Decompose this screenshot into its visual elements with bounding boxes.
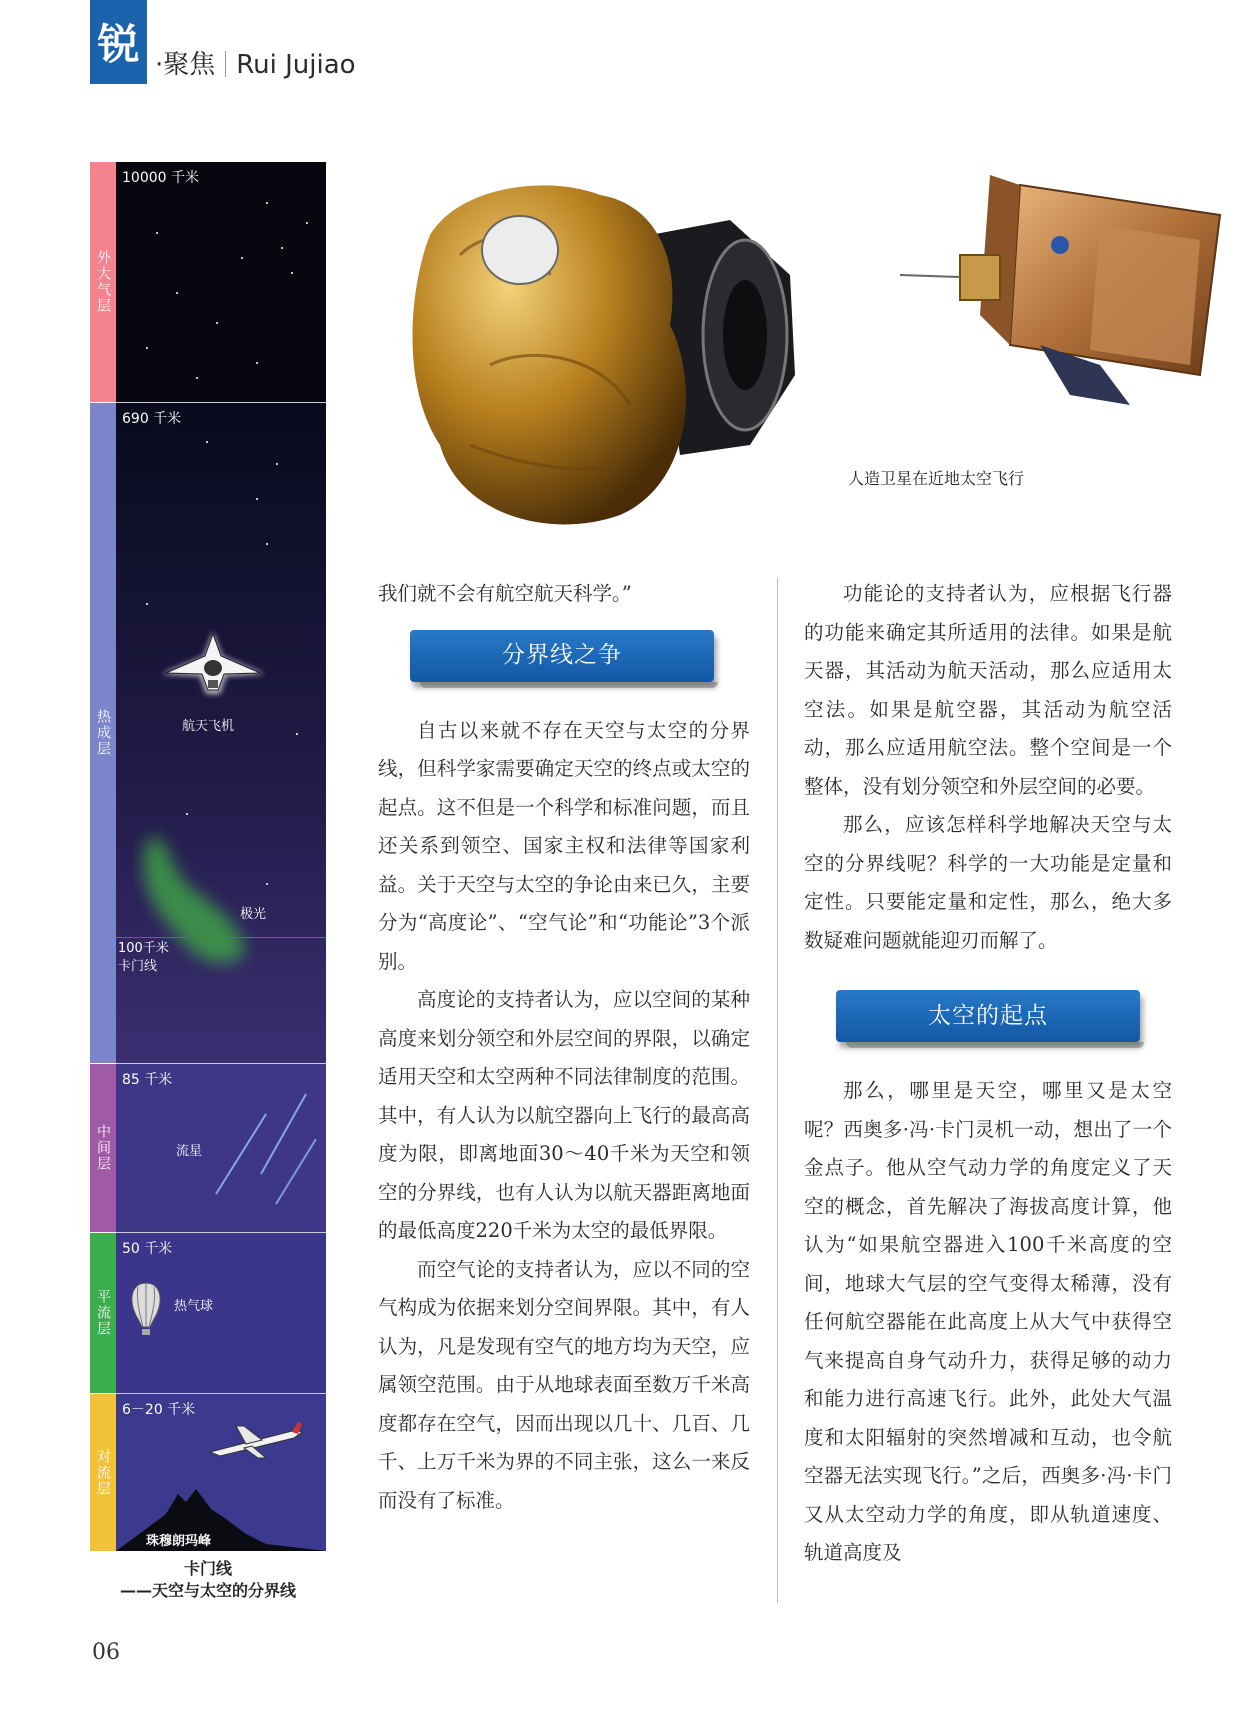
section-heading-label: 分界线之争: [410, 630, 714, 682]
atmosphere-diagram: [90, 162, 326, 1551]
paragraph: 我们就不会有航空航天科学。”: [378, 582, 632, 605]
altitude-label: 10000 千米: [122, 170, 199, 186]
aurora-label: 极光: [240, 907, 267, 922]
layer-exosphere: [90, 162, 326, 402]
section-title-cn: ·聚焦: [155, 50, 216, 80]
paragraph: 高度论的支持者认为，应以空间的某种高度来划分领空和外层空间的界限，以确定适用天空和太空两种不同法律制度的范围。其中，有人认为以航空器向上飞行的最高高度为限，即离地面30～40千米为天空和领空的分界线，也有人认为以航天器距离地面的最低高度220千米为太空的最低界限。: [378, 988, 750, 1242]
paragraph: 那么，哪里是天空，哪里又是太空呢？西奥多·冯·卡门灵机一动，想出了一个金点子。他从空气动力学的角度定义了天空的概念，首先解决了海拔高度计算，他认为“如果航空器进入100千米高度的空间，地球大气层的空气变得太稀薄，没有任何航空器能在此高度上从大气中获得空气来提高自身气动升力，获得足够的动力和能力进行高速飞行。此外，此处大气温度和太阳辐射的突然增减和互动，也令航空器无法实现飞行。”之后，西奥多·冯·卡门又从太空动力学的角度，即从轨道速度、轨道高度及: [804, 1079, 1172, 1564]
balloon-icon: [126, 1281, 166, 1341]
section-heading: [836, 990, 1140, 1048]
diagram-caption-title: 卡门线: [183, 1559, 232, 1578]
section-heading: [410, 630, 714, 688]
paragraph: 而空气论的支持者认为，应以不同的空气构成为依据来划分空间界限。其中，有人认为，凡是发现有空气的地方均为天空，应属领空范围。由于从地球表面至数万千米高度都存在空气，因而出现以几十、几百、几千、上万千米为界的不同主张，这么一来反而没有了标准。: [378, 1257, 750, 1512]
karman-name: 卡门线: [118, 959, 158, 974]
paragraph: 那么，应该怎样科学地解决天空与太空的分界线呢？科学的一大功能是定量和定性。只要能定量和定性，那么，绝大多数疑难问题就能迎刃而解了。: [804, 813, 1172, 952]
layer-label: 平流层: [90, 1233, 116, 1393]
layer-stratosphere: [90, 1233, 326, 1393]
page-number: 06: [92, 1640, 120, 1665]
airplane-icon: [206, 1422, 306, 1462]
section-heading-label: 太空的起点: [836, 990, 1140, 1042]
altitude-label: 6－20 千米: [122, 1402, 196, 1418]
everest-label: 珠穆朗玛峰: [146, 1534, 212, 1549]
section-title: [155, 44, 356, 81]
karman-label: [118, 940, 169, 976]
meteor-icon: [206, 1084, 326, 1214]
diagram-caption: [90, 1558, 326, 1602]
layer-thermosphere: [90, 403, 326, 1063]
section-badge: 锐: [90, 0, 147, 84]
layer-sky: [116, 403, 326, 1063]
satellite-image-small: [900, 165, 1250, 425]
layer-label: 热成层: [90, 403, 116, 1063]
meteor-label: 流星: [176, 1144, 203, 1159]
space-shuttle-icon: [156, 628, 271, 703]
layer-sky: [116, 1064, 326, 1232]
section-title-en: Rui Jujiao: [236, 50, 356, 80]
paragraph: 自古以来就不存在天空与太空的分界线，但科学家需要确定天空的终点或太空的起点。这不但是一个科学和标准问题，而且还关系到领空、国家主权和法律等国家利益。关于天空与太空的争论由来已久，主要分为“高度论”、“空气论”和“功能论”3个派别。: [378, 718, 750, 973]
right-column: [804, 575, 1172, 1573]
balloon-label: 热气球: [174, 1299, 214, 1314]
diagram-caption-subtitle: ——天空与太空的分界线: [119, 1581, 296, 1600]
altitude-label: 690 千米: [122, 411, 182, 427]
satellite-image-large: [400, 165, 800, 545]
altitude-label: 85 千米: [122, 1072, 173, 1088]
layer-label: 中间层: [90, 1064, 116, 1232]
layer-label: 对流层: [90, 1394, 116, 1551]
title-separator: [225, 51, 226, 77]
image-caption: 人造卫星在近地太空飞行: [848, 469, 1025, 488]
karman-line: [116, 937, 326, 938]
layer-label: 外大气层: [90, 162, 116, 402]
layer-sky: [116, 162, 326, 402]
column-divider: [777, 578, 778, 1603]
shuttle-label: 航天飞机: [182, 719, 235, 734]
paragraph: 功能论的支持者认为，应根据飞行器的功能来确定其所适用的法律。如果是航天器，其活动为航天活动，那么应适用太空法。如果是航空器，其活动为航空活动，那么应适用航空法。整个空间是一个整体，没有划分领空和外层空间的必要。: [804, 582, 1172, 798]
left-column: [378, 575, 750, 1520]
layer-troposphere: [90, 1394, 326, 1551]
karman-altitude: 100千米: [118, 941, 169, 956]
altitude-label: 50 千米: [122, 1241, 173, 1257]
layer-mesosphere: [90, 1064, 326, 1232]
